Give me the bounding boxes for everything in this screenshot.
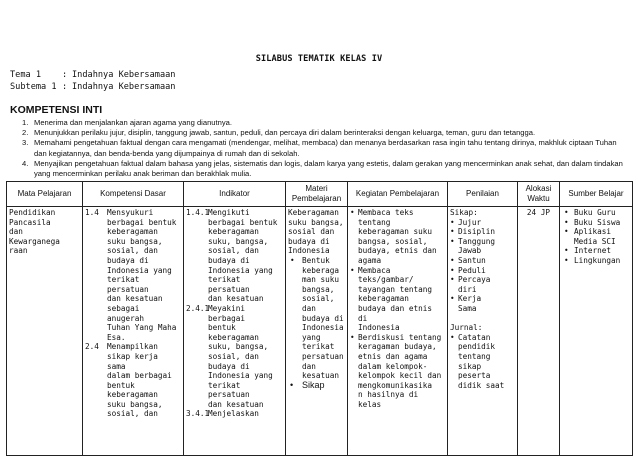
cell-sumber-belajar <box>560 207 633 456</box>
item-line: suku, bangsa, <box>208 236 269 246</box>
item-line: Tanggung <box>458 236 496 246</box>
item-line: mengkomunikasika <box>358 380 433 390</box>
item-line: suku bangsa, <box>107 236 163 246</box>
table-header-row <box>7 182 633 207</box>
item-line: bentuk <box>208 323 236 333</box>
bullet-item <box>350 266 445 333</box>
cell-line: budaya di <box>288 236 330 246</box>
bullet-icon: • <box>450 236 455 246</box>
ki-text: Memahami pengetahuan faktual dengan cara mengamati (mendengar, melihat, membaca) dan menanya berdasarkan rasa ingin tahu tentang dirinya, makhluk ciptaan Tuhan dan kegiatannya, dan benda-benda yang dijumpainya di rumah dan di sekolah. <box>34 138 617 158</box>
item-line: dan <box>302 361 316 371</box>
item-line: Sikap <box>302 379 325 390</box>
cell-materi-pembelajaran <box>286 207 348 456</box>
numbered-item <box>186 409 283 419</box>
item-line: Membaca teks <box>358 208 414 217</box>
item-line: teks/gambar/ <box>358 275 414 285</box>
bullet-item <box>450 227 515 237</box>
cell-mata-pelajaran <box>7 207 83 456</box>
ki-item <box>22 159 628 179</box>
item-line: agama <box>358 255 382 265</box>
item-line: Catatan <box>458 332 491 342</box>
item-line: tentang <box>458 351 491 361</box>
bullet-item <box>450 218 515 228</box>
penilaian-sikap-label: Sikap: <box>450 208 478 217</box>
cell-line: Pendidikan <box>9 208 56 217</box>
item-line: peserta <box>458 371 491 381</box>
item-line: keragaman budaya, <box>358 342 437 352</box>
meta-tema-key: Tema 1 <box>10 70 42 80</box>
bullet-item <box>450 256 515 266</box>
item-line: terikat persatuan <box>208 380 250 400</box>
cell-line: Indonesia <box>288 246 330 256</box>
cell-kegiatan-pembelajaran <box>348 207 448 456</box>
header-sumber-belajar: Sumber Belajar <box>560 182 633 207</box>
item-line: bangsa, <box>302 284 335 294</box>
ki-text: Menunjukkan perilaku jujur, disiplin, tanggung jawab, santun, peduli, dan percaya diri dalam berinteraksi dengan keluarga, teman, guru dan tetangga. <box>34 128 536 138</box>
bullet-icon: • <box>450 227 455 237</box>
alokasi-value: 24 JP <box>526 208 551 217</box>
item-line: Buku Siswa <box>574 217 621 227</box>
item-line: Mensyukuri <box>107 208 154 217</box>
item-line: pendidik <box>458 342 496 352</box>
penilaian-jurnal-label: Jurnal: <box>450 323 483 333</box>
item-line: yang <box>302 332 321 342</box>
item-line: Indonesia <box>302 323 344 333</box>
ki-number: 3. <box>22 138 29 148</box>
penilaian-jurnal-list <box>450 333 515 391</box>
kompetensi-inti-list <box>22 118 628 179</box>
item-line: Jawab <box>458 246 482 256</box>
item-line: sosial, dan <box>107 409 158 419</box>
item-line: Percaya <box>458 275 491 285</box>
item-line: sikap kerja sama <box>107 351 158 371</box>
item-line: n hasilnya di kelas <box>358 390 419 409</box>
bullet-icon: • <box>564 227 569 237</box>
bullet-icon: • <box>564 246 569 256</box>
item-line: sosial, <box>302 294 335 304</box>
bullet-icon: • <box>564 255 569 265</box>
item-number: 1.4.1 <box>186 208 210 217</box>
item-line: Berdiskusi tentang <box>358 332 442 342</box>
kd-list <box>85 208 181 419</box>
item-line: budaya di <box>302 313 344 323</box>
bullet-item <box>562 208 630 218</box>
item-number: 1.4 <box>85 208 99 217</box>
header-kompetensi-dasar: Kompetensi Dasar <box>83 182 184 207</box>
header-mata-pelajaran: Mata Pelajaran <box>7 182 83 207</box>
ki-text: Menyajikan pengetahuan faktual dalam bahasa yang jelas, sistematis dan logis, dalam karya yang estetis, dalam gerakan yang mencerminkan anak sehat, dan dalam tindakan yang mencerminkan perilaku anak beriman dan berakhlak mulia. <box>34 158 623 179</box>
item-line: persatuan <box>302 351 344 361</box>
numbered-item <box>85 208 181 342</box>
item-line: dalam kelompok- <box>358 361 428 371</box>
header-indikator: Indikator <box>184 182 286 207</box>
item-line: etnis dan agama <box>358 351 428 361</box>
cell-line: Pancasila <box>9 217 51 227</box>
item-line: Menjelaskan <box>208 409 259 419</box>
cell-line: Keberagaman <box>288 208 339 217</box>
ki-item <box>22 128 628 138</box>
header-alokasi-waktu: Alokasi Waktu <box>518 182 560 207</box>
meta-tema-sep: : <box>62 70 68 80</box>
item-line: kelompok kecil dan <box>358 371 442 381</box>
item-line: tentang <box>358 217 391 227</box>
materi-bullets <box>288 256 345 390</box>
item-line: diri <box>458 284 477 294</box>
item-line: berbagai bentuk <box>208 217 278 227</box>
item-number: 2.4 <box>85 342 99 352</box>
bullet-icon: • <box>564 217 569 227</box>
item-line: bangsa, sosial, <box>358 236 428 246</box>
cell-kompetensi-dasar <box>83 207 184 456</box>
item-line: Media SCI <box>574 236 616 246</box>
item-line: sosial, dan <box>107 246 158 256</box>
item-line: Lingkungan <box>574 255 621 265</box>
header-kegiatan-pembelajaran: Kegiatan Pembelajaran <box>348 182 448 207</box>
item-number: 3.4.1 <box>186 409 210 419</box>
item-line: keberagaman <box>358 294 409 304</box>
ki-number: 2. <box>22 128 29 138</box>
bullet-item <box>450 333 515 391</box>
item-line: Membaca <box>358 265 391 275</box>
item-line: keberagaman <box>208 332 259 342</box>
bullet-icon: • <box>450 275 455 285</box>
item-line: Tuhan Yang Maha <box>107 323 177 333</box>
item-line: tayangan tentang <box>358 284 433 294</box>
bullet-icon: • <box>350 265 355 275</box>
ki-text: Menerima dan menjalankan ajaran agama yang dianutnya. <box>34 118 232 127</box>
item-line: Buku Guru <box>574 208 616 217</box>
cell-line: raan <box>9 246 28 256</box>
bullet-item <box>562 227 630 246</box>
meta-subtema-value: Indahnya Kebersamaan <box>72 82 176 92</box>
item-line: sebagai anugerah <box>107 303 145 323</box>
item-line: sosial, dan <box>208 351 259 361</box>
item-line: keberagaman <box>107 390 158 400</box>
bullet-item <box>350 333 445 410</box>
item-line: Disiplin <box>458 227 496 237</box>
document-title: SILABUS TEMATIK KELAS IV <box>255 54 383 64</box>
cell-penilaian <box>448 207 518 456</box>
item-line: dan <box>302 303 316 313</box>
item-line: Internet <box>574 246 612 256</box>
header-materi-pembelajaran: Materi Pembelajaran <box>286 182 348 207</box>
penilaian-sikap-list <box>450 218 515 314</box>
meta-subtema-sep: : <box>62 82 68 92</box>
item-line: Meyakini berbagai <box>208 303 246 323</box>
item-line: dan kesatuan <box>208 399 264 409</box>
table-row <box>7 207 633 456</box>
item-line: dan kesatuan <box>208 294 264 304</box>
item-line: Bentuk <box>302 255 330 265</box>
ki-number: 1. <box>22 118 29 127</box>
item-line: Indonesia yang <box>208 371 273 381</box>
item-line: dalam berbagai <box>107 371 172 381</box>
item-line: man suku <box>302 275 340 285</box>
item-line: sosial, dan <box>208 246 259 256</box>
meta-subtema <box>10 82 175 93</box>
numbered-item <box>85 342 181 419</box>
item-number: 2.4.1 <box>186 303 210 313</box>
sumber-list <box>562 208 630 266</box>
bullet-icon: • <box>450 294 455 304</box>
item-line: Indonesia <box>358 323 400 333</box>
cell-line: dan <box>9 227 23 237</box>
item-line: dan kesatuan <box>107 294 163 304</box>
ki-number: 4. <box>22 158 29 168</box>
item-line: Indonesia yang <box>107 265 172 275</box>
item-line: budaya di <box>208 361 250 371</box>
item-line: Menampilkan <box>107 342 158 352</box>
item-line: didik saat <box>458 380 505 390</box>
bullet-item <box>450 294 515 313</box>
bullet-item <box>350 208 445 266</box>
numbered-item <box>186 304 283 410</box>
bullet-item <box>288 256 345 381</box>
ki-item <box>22 118 628 128</box>
kegiatan-list <box>350 208 445 409</box>
bullet-item <box>450 237 515 256</box>
indikator-list <box>186 208 283 419</box>
bullet-icon: • <box>564 208 569 217</box>
item-line: Jujur <box>458 217 482 227</box>
bullet-item <box>562 218 630 228</box>
item-line: budaya, etnis dan <box>358 246 437 256</box>
section-title-kompetensi-inti: KOMPETENSI INTI <box>10 104 103 116</box>
cell-line: suku bangsa, <box>288 217 344 227</box>
item-line: budaya dan etnis di <box>358 303 433 323</box>
bullet-icon: • <box>350 208 355 217</box>
item-line: Sama <box>458 303 477 313</box>
header-penilaian: Penilaian <box>448 182 518 207</box>
bullet-icon: • <box>290 379 294 390</box>
item-line: berbagai bentuk <box>107 217 177 227</box>
item-line: terikat <box>302 342 335 352</box>
materi-intro <box>288 208 345 256</box>
item-line: Kerja <box>458 294 482 304</box>
bullet-icon: • <box>290 255 295 265</box>
cell-alokasi-waktu <box>518 207 560 456</box>
item-line: budaya di <box>107 255 149 265</box>
ki-item <box>22 138 628 158</box>
syllabus-table <box>6 181 633 456</box>
numbered-item <box>186 208 283 304</box>
item-line: Aplikasi <box>574 227 612 237</box>
meta-subtema-key: Subtema 1 <box>10 82 57 92</box>
item-line: suku bangsa, <box>107 399 163 409</box>
bullet-item <box>288 381 345 391</box>
meta-tema <box>10 70 175 81</box>
bullet-icon: • <box>450 332 455 342</box>
item-line: budaya di <box>208 255 250 265</box>
item-line: keberagaman <box>107 227 158 237</box>
item-line: Mengikuti <box>208 208 250 217</box>
item-line: suku, bangsa, <box>208 342 269 352</box>
cell-indikator <box>184 207 286 456</box>
item-line: terikat persatuan <box>208 275 250 294</box>
item-line: Indonesia yang <box>208 265 273 275</box>
cell-line: sosial dan <box>288 227 335 237</box>
bullet-icon: • <box>450 255 455 265</box>
item-line: keberaga <box>302 265 340 275</box>
cell-line: Kewarganega <box>9 236 60 246</box>
item-line: kesatuan <box>302 371 340 381</box>
item-line: bentuk <box>107 380 135 390</box>
item-line: Esa. <box>107 332 126 342</box>
bullet-icon: • <box>350 332 355 342</box>
bullet-item <box>562 256 630 266</box>
bullet-item <box>450 275 515 294</box>
item-line: keberagaman suku <box>358 227 433 237</box>
item-line: Peduli <box>458 265 486 275</box>
bullet-icon: • <box>450 265 455 275</box>
bullet-item <box>562 246 630 256</box>
item-line: sikap <box>458 361 482 371</box>
item-line: Santun <box>458 255 486 265</box>
mapel-lines <box>9 208 80 256</box>
item-line: keberagaman <box>208 227 259 237</box>
bullet-icon: • <box>450 217 455 227</box>
item-line: terikat persatuan <box>107 275 149 294</box>
bullet-item <box>450 266 515 276</box>
meta-tema-value: Indahnya Kebersamaan <box>72 70 176 80</box>
